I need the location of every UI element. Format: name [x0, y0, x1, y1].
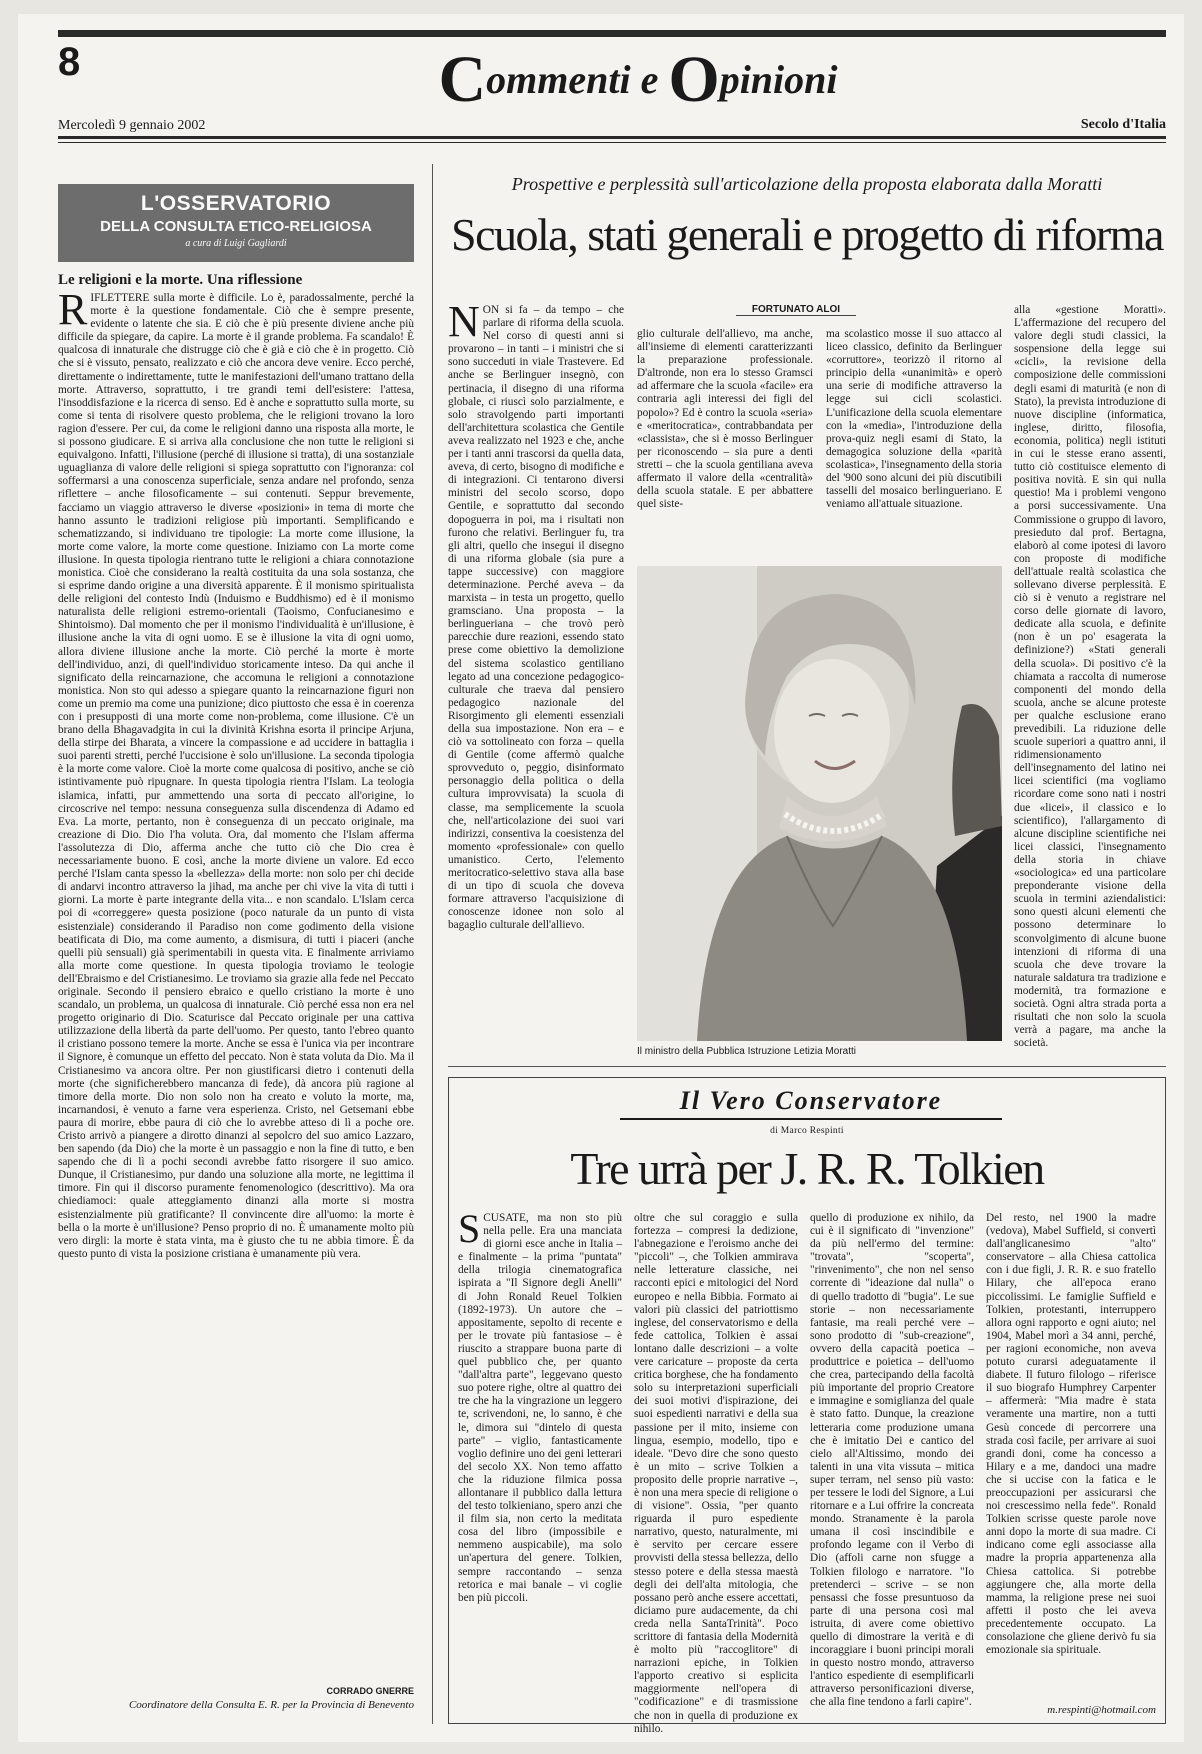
portrait-illustration	[637, 566, 1002, 1041]
top-rule	[58, 30, 1166, 37]
newspaper-name: Secolo d'Italia	[1080, 117, 1166, 132]
section-initial-o: O	[668, 43, 720, 116]
boxed-column-3: quello di produzione ex nihilo, da cui è il significato di "invenzione" da più nell'ermo del termine: "trovata", "scoperta", "rinvenimento", che non nel senso corrente di "ideazione dal nulla" o di quello tradotto di "bugia". Le sue storie – non necessariamente fantasie, ma reali perché vere – sono prodotto di "sub-creazione", ovvero della capacità poetica – produttrice e poietica – dell'uomo che crea, partecipando della facoltà più importante del proprio Creatore e immagine e somiglianza del quale è stato fatto. Dunque, la creazione letteraria come produzione umana che è imitatio Dei e cantico del cielo all'Altissimo, mondo dei talenti in una vita vissuta – mitica super terram, nel senso più vasto: per tessere le lodi del Signore, a Lui ritornare e a Lui offrire la concreata mondo. Stranamente è la parola umana il così inscindibile e profondo legame con il Verbo di Dio (affoli carne non sfugge a Tolkien filologo e narratore. "Io pretenderci – scrive – se non pensassi che fosse presuntuoso da parte di una persona così mal istruita, di avere come obiettivo quello di dimostrare la verità e di incoraggiare i buoni principi morali in questo nostro mondo, attraverso l'antico espediente di esemplificarli attraverso personificazioni diverse, che alla fine tendono a farli capire".	[810, 1212, 974, 1709]
boxed-column-1	[458, 1206, 622, 1682]
column-banner-title: L'OSSERVATORIO	[140, 192, 332, 215]
author-email: m.respinti@hotmail.com	[1047, 1704, 1156, 1716]
minister-photo	[637, 566, 1002, 1041]
article-byline: FORTUNATO ALOI	[736, 304, 856, 316]
article-column-1-text: ON si fa – da tempo – che parlare di riforma della scuola. Nel corso di questi anni si provarono – in tanti – i ministri che si sono succeduti in viale Trastevere. Ed anche se Berlinguer insegnò, con pertinacia, il disegno di una riforma globale, ci riuscì solo parzialmente, e solo stravolgendo parti importanti dell'architettura scolastica che Gentile aveva realizzato nel 1923 e che, anche per i tanti anni trascorsi da quella data, aveva, di certo, bisogno di modifiche e di integrazioni. Ci tentarono diversi ministri del secolo scorso, dopo Gentile, e soprattutto dal secondo dopoguerra in poi, ma i risultati non furono che relativi. Berlinguer fu, tra gli altri, quello che insegui il disegno di una riforma globale (sia pure a tappe successive) con maggiore determinazione. Perché aveva – da marxista – in testa un progetto, quello gramsciano. Una proposta – la berlingueriana – che trovò però parecchie dure reazioni, essendo stato prese come obiettivo la demolizione del sistema scolastico gentiliano legato ad una concezione pedagogico-culturale che traeva dal pensiero pedagogico nazionale del Risorgimento gli elementi essenziali della sua impostazione. Non era – e ciò va sottolineato con forza – quella di Gentile (come affermò qualche sprovveduto o, peggio, disinformato personaggio della politica o della cultura improvvisata) la scuola di classe, ma semplicemente la scuola che, nell'articolazione dei suoi vari indirizzi, consentiva la coesistenza del momento «professionale» con quello umanistico. Certo, l'elemento meritocratico-selettivo stava alla base di un tipo di scuola che doveva formare attraverso l'acquisizione di conoscenze idonee non solo al bagaglio culturale dell'allievo.	[448, 304, 624, 932]
sidebar-signature: CORRADO GNERRE	[326, 1686, 414, 1696]
article-column-3: ma scolastico mosse il suo attacco al liceo classico, definito da Berlinguer «corruttore», teorizzò il ritorno al principio della «unanimità» e operò una serie di modifiche attraverso la legge sui cicli scolastici. L'unificazione della scuola elementare con la «media», l'introduzione della prova-quiz negli esami di Stato, la demagogica soluzione della «parità scolastica», l'insegnamento della storia del '900 sono alcuni dei più discutibili tasselli del mosaico berlingueriano. E veniamo all'attuale situazione.	[826, 328, 1002, 511]
sidebar-column	[58, 164, 414, 1724]
page-number: 8	[58, 40, 81, 84]
photo-caption: Il ministro della Pubblica Istruzione Letizia Moratti	[637, 1046, 856, 1057]
masthead-rule	[58, 136, 1166, 139]
article-headline: Scuola, stati generali e progetto di riforma	[451, 209, 1163, 260]
sidebar-body-text: IFLETTERE sulla morte è difficile. Lo è, paradossalmente, perché la morte è la questione fondamentale. Ciò che è sempre presente, evidente o latente che sia. E ciò che è più presente diviene anche più difficile da spiegare, da capire. La morte è il grande problema. Fa scandalo! È qualcosa di innaturale che distrugge ciò che è già e ciò che è in progetto. Ciò che si è vissuto, pensato, realizzato e ciò che ancora deve venire. Ecco perché, direttamente o indirettamente, tutte le manifestazioni dell'umano trattano della morte. Attraverso, soprattutto, i tre grandi temi dell'esistere: l'attesa, l'insoddisfazione e la ricerca di senso. Ed è anche e soprattutto sulla morte, su come si tenta di risolvere questo problema, che le religioni trovano la loro ragion d'essere. Per cui, da come le religioni danno una risposta alla morte, le si possono giudicare. E si arriva alla conclusione che non tutte le religioni si equivalgono. Infatti, l'illusione (perché di illusione si tratta), di una sostanziale uguaglianza di valore delle religioni si spiega soprattutto con l'ignoranza: col soffermarsi a una conoscenza superficiale, senza andare nel profondo, senza riflettere – anche filosoficamente – sui contenuti. Seppur brevemente, facciamo un viaggio attraverso le diverse «posizioni» in tema di morte che hanno assunto le tradizioni religiose più importanti. Semplificando e schematizzando, si individuano tre tipologie: La morte come illusione, la morte come valore, la morte come questione. Iniziamo con La morte come illusione. In questa tipologia rientrano tutte le religioni a chiara connotazione monistica. Cioè che considerano la realtà costituita da una sola sostanza, che si esprime dando origine a una diversità apparente. È il monismo spiritualista delle religioni del contesto Indù (Induismo e Buddhismo) ed è il monismo naturalista delle religioni estremo-orientali (Taoismo, Confucianesimo e Shintoismo). Dal momento che per il monismo l'individualità è un'illusione, è illusione anche la vita di ogni uomo. E se è illusione la vita di ogni uomo, allora diviene illusione anche la morte. Ciò perché la morte è morte dell'individuo, anzi, di quell'individuo storicamente inteso. Da qui anche il significato della reincarnazione, che accomuna le religioni a connotazione monistica. Non sto qui adesso a spiegare quanto la reincarnazione figuri non come un premio ma come una punizione; dico piuttosto che essa è in coerenza con i presupposti di una morte come non-problema, come illusione. C'è un brano della Bhagavadgita in cui la divinità Krishna esorta il principe Arjuna, della stirpe dei Bharata, a vincere la compassione e ad uccidere in battaglia i suoi parenti stretti, perché l'uccisione è solo un'illusione. La seconda tipologia è la morte come valore. Cioè la morte come qualcosa di positivo, anche se ciò istintivamente può ripugnare. In questa tipologia rientra l'Islam. La teologia islamica, infatti, pur ammettendo una sorta di peccato all'origine, lo circoscrive nel tempo: nessuna conseguenza sulla discendenza di Adamo ed Eva. La morte, pertanto, non è conseguenza di un peccato originale, ma creazione di Dio. Dio l'ha voluta. Ora, dal momento che l'Islam afferma l'assolutezza di Dio, afferma anche che tutto ciò che Dio crea è necessariamente buono. E così, anche la morte diviene un valore. Ed ecco perché l'Islam canta spesso la «bellezza» della morte: non solo per chi decide di andarvi incontro attraverso la jihad, ma anche per chi vive la vita di tutti i giorni. La morte è parte integrante della vita... e non scandalo. L'Islam cerca poi di «correggere» questa posizione (poco naturale da un punto di vista esistenziale) considerando il Paradiso non come godimento della visione beatificata di Dio, ma come aumento, a dismisura, di tutti i piaceri (anche quelli più sensuali) già sperimentabili in questa vita. E finalmente arriviamo alla morte come questione. In questa tipologia troviamo le teologie dell'Ebraismo e del Cristianesimo. Le troviamo sia grazie alla fede nel Peccato originale. Secondo il pensiero ebraico e quello cristiano la morte è uno scandalo, un problema, un qualcosa di innaturale. Ciò perché essa non era nel progetto originario di Dio. Scaturisce dal Peccato originale per una cattiva utilizzazione della libertà da parte dell'uomo. Per questo, tanto l'ebreo quanto il cristiano possono temere la morte. Anche se essa è l'unica via per incontrare il Signore, è comunque un effetto del peccato. Non è stata voluta da Dio. Ma il Cristianesimo va ancora oltre. Per non giustificarsi dietro i contenuti della morte (che significherebbero mancanza di fede), dà ancora più ragione al timore della morte. Dio non solo non ha creato e voluto la morte, ma, incarnandosi, è venuto a farne vera esperienza. Cristo, nel Getsemani ebbe paura di morire, ebbe paura di ciò che lo avrebbe atteso di lì a poche ore. Cristo arrivò a piangere a dirotto dinanzi al sepolcro del suo amico Lazzaro, ben sapendo (da Dio) che la morte è un passaggio e non la fine di tutto, e ben sapendo che di lì a pochi secondi avrebbe fatto risorgere il suo amico. Dunque, il Cristianesimo, pur dando una soluzione alla morte, ne legittima il timore. Fin qui il discorso puramente fenomenologico (descrittivo). Ma ora chiediamoci: quale atteggiamento dinanzi alla morte si mostra esistenzialmente più gratificante? Il convincente dire all'uomo: la morte è bella o la morte è un'illusione? Penso proprio di no. È umanamente molto più vero dirgli: la morte è stata vinta, ma è giusto che tu ne abbia timore. È da questo punto di vista la posizione cristiana è umanamente più vera.	[58, 292, 414, 1260]
sidebar-dropcap: R	[58, 285, 88, 334]
boxed-dropcap: S	[458, 1206, 481, 1251]
sidebar-author-role: Coordinatore della Consulta E. R. per la Provincia di Benevento	[128, 1699, 414, 1711]
section-title-part-1: ommenti e	[486, 57, 669, 102]
section-initial-c: C	[438, 43, 487, 116]
section-title	[378, 42, 898, 122]
section-divider	[448, 1066, 1166, 1067]
column-banner-subtitle: DELLA CONSULTA ETICO-RELIGIOSA	[100, 218, 372, 235]
sidebar-body	[58, 285, 414, 1682]
masthead-rule-thin	[58, 142, 1166, 143]
article-dropcap: N	[448, 297, 480, 346]
boxed-column-1-text: CUSATE, ma non sto più nella pelle. Era una manciata di giorni esce anche in Italia – e finalmente – la prima "puntata" della trilogia cinematografica ispirata a "Il Signore degli Anelli" di John Ronald Reuel Tolkien (1892-1973). Un autore che – appositamente, sepolto di recente e per le trovate più fantasiose – è riuscito a strappare buona parte di quel pubblico che, per quanto "dall'altra parte", leggevano questo suo potere righe, oltre al quattro dei tre che ha la vingrazione un leggero te, scrivendoni, ne, lo sanno, è che le, dimora sui "dintelo di questa parte" – viglio, fantasticamente voglio definire uno dei geni letterari del secolo XX. Non temo affatto che la riduzione filmica possa allontanare il pubblico dalla lettura del testo tolkieniano, spero anzi che il film sia, non certo la meditata cosa del libro (impossibile e nemmeno auspicabile), ma solo un'apertura del genere. Tolkien, sempre raccontando – senza retorica e mai banale – vi coglie ben più piccoli.	[458, 1212, 622, 1604]
rubric-rule	[620, 1118, 1002, 1120]
column-banner	[58, 184, 414, 262]
boxed-article-author: di Marco Respinti	[770, 1126, 844, 1136]
column-rubric: Il Vero Conservatore	[679, 1086, 943, 1115]
boxed-article-headline: Tre urrà per J. R. R. Tolkien	[570, 1143, 1044, 1194]
column-divider	[432, 164, 433, 1724]
article-column-1	[448, 297, 624, 1039]
column-banner-curator: a cura di Luigi Gagliardi	[185, 238, 287, 249]
sidebar-headline: Le religioni e la morte. Una riflessione	[58, 272, 303, 288]
issue-date: Mercoledì 9 gennaio 2002	[58, 118, 206, 133]
section-title-part-2: pinioni	[719, 57, 838, 102]
boxed-column-4: Del resto, nel 1900 la madre (vedova), Mabel Suffield, si convertì dall'anglicanesimo "alto" conservatore – alla Chiesa cattolica con i due figli, J. R. R. e suo fratello Hilary, che all'epoca erano piccolissimi. Le famiglie Suffield e Tolkien, protestanti, interruppero allora ogni rapporto e ogni aiuto; nel 1904, Mabel morì a 34 anni, perché, per ragioni economiche, non aveva potuto curarsi adeguatamente il diabete. Il futuro filologo – riferisce il suo biografo Humphrey Carpenter – affermerà: "Mia madre è stata veramente una martire, non a tutti Gesù concede di percorrere una strada così facile, per arrivare ai suoi grandi doni, come ha concesso a Hilary e a me, dandoci una madre che si uccise con la fatica e le preoccupazioni per assicurarsi che noi crescessimo nella fede". Ronald Tolkien scrisse queste parole nove anni dopo la morte di sua madre. Ci indicano come egli associasse alla madre la propria appartenenza alla Chiesa cattolica. Si potrebbe aggiungere che, alla morte della mamma, la religione prese nei suoi affetti il posto che lei aveva precedentemente occupato. La consolazione che gliene derivò fu sia emozionale sia spirituale.	[986, 1212, 1156, 1657]
article-kicker: Prospettive e perplessità sull'articolazione della proposta elaborata dalla Moratti	[511, 174, 1103, 194]
boxed-column-2: oltre che sul coraggio e sulla fortezza – compresi la dedizione, l'abnegazione e l'eroismo anche dei "piccoli" –, che Tolkien ammirava nelle letterature classiche, nei racconti epici e mitologici del Nord europeo e nella Bibbia. Formato ai valori più classici del patriottismo inglese, del conservatorismo e della fede cattolica, Tolkien è assai lontano dalle descrizioni – a volte vere caricature – proposte da certa critica borghese, che ha fondamento solo su interpretazioni superficiali dei suoi motivi d'ispirazione, dei suoi espedienti narrativi e della sua passione per il mito, insieme con lingua, esempio, modello, tipo e ideale. "Devo dire che sono questo è un mito – scrive Tolkien a proposito delle proprie narrative –, è non una mera specie di religione o di visione". Ossia, "per quanto riguarda il puro espediente narrativo, questo, naturalmente, mi è servito per cercare essere provvisti della stessa bellezza, dello stesso potere e della stessa maestà degli dei dell'alta mitologia, che possano però anche essere accettati, diciamo pure audacemente, da chi creda nella SantaTrinità". Poco scrittore di fantasia della Modernità è molto più "raccoglitore" di narrazioni epiche, in Tolkien l'apporto creativo si esplicita maggiormente nell'opera di "codificazione" e di trasmissione che non in quella di produzione ex nihilo.	[634, 1212, 798, 1735]
article-column-2: glio culturale dell'allievo, ma anche, all'insieme di elementi caratterizzanti la preparazione professionale. D'altronde, non era lo stesso Gramsci ad affermare che la scuola «facile» era contraria agli interessi dei figli del popolo»? Ed è contro la scuola «seria» e «meritocratica», contrabbandata per «classista», che si è mosso Berlinguer per riconoscendo – sia pure a denti stretti – che la scuola gentiliana aveva affermato il valore della «centralità» della scuola statale. E per abbattere quel siste-	[637, 328, 813, 511]
newspaper-page	[18, 14, 1184, 1742]
article-column-4: alla «gestione Moratti». L'affermazione del recupero del valore degli studi classici, la sospensione della legge sui «cicli», la revisione della composizione delle commissioni degli esami di maturità (e non di Stato), la prevista introduzione di nuove discipline (informatica, inglese, diritto, filosofia, economia, politica) negli istituti in cui le stesse erano assenti, tutto ciò costituisce elemento di positiva novità. E sin qui nulla questio! Ma i problemi vengono a porsi successivamente. Una Commissione o gruppo di lavoro, presieduto dal prof. Bertagna, elaborò al come ipotesi di lavoro con proposte di modifiche dell'attuale realtà scolastica che sollevano diverse perplessità. E ciò si è venuto a registrare nel corso delle giornate di lavoro, dedicate alla scuola, e definite (non è un po' esagerata la definizione?) «Stati generali della scuola». Di positivo c'è la chiamata a raccolta di numerose componenti del mondo della scuola, anche se alcune proteste per qualche esclusione erano prevedibili. La riduzione delle scuole superiori a quattro anni, il ridimensionamento dell'insegnamento del latino nei licei scientifici (ma vogliamo ricordare come sono nati i nostri due «licei», il classico e lo scientifico), l'allargamento di alcune discipline scientifiche nei licei classici, l'insegnamento della storia in chiave «sociologica» ed una particolare preponderante visione della scuola in termini aziendalistici: sono questi alcuni elementi che possono determinare lo sconvolgimento di alcune buone intenzioni di riforma di una scuola che deve trovare la naturale saldatura tra tradizione e modernità, tra formazione e società. Ogni altra strada porta a risultati che non solo la scuola verrà a pagare, ma anche la società.	[1014, 304, 1166, 1050]
